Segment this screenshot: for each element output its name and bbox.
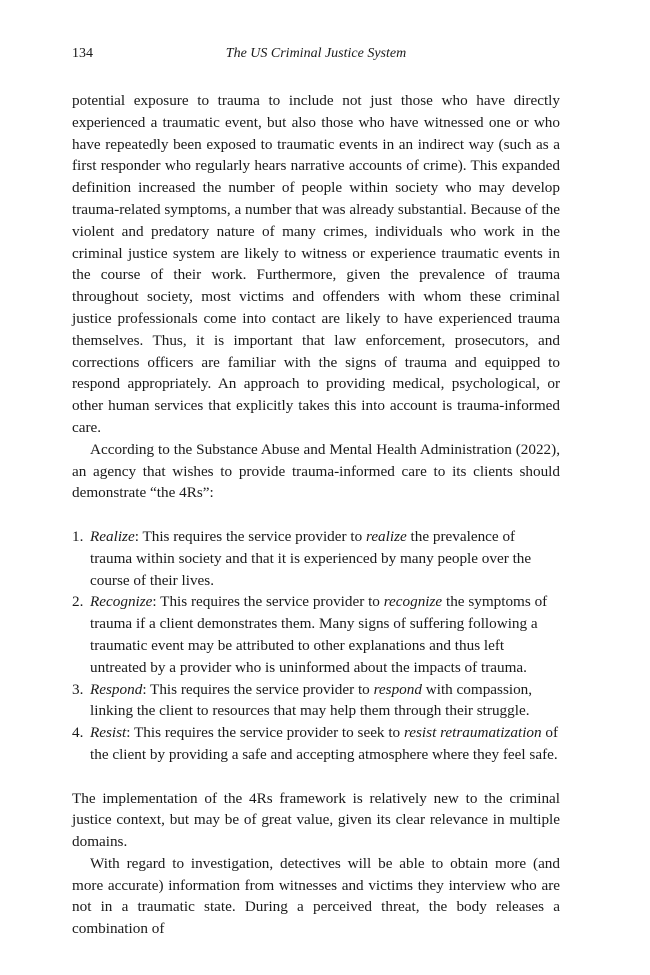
- list-text: of the client by providing a safe and accepting atmosphere where they feel safe.: [90, 724, 559, 763]
- paragraph-investigation: With regard to investigation, detectives will be able to obtain more (and more accurate) information from witnesses and victims they interview who are not in a traumatic state. During a perceived threat, the body releases a combination of: [72, 854, 560, 938]
- body-text: [72, 90, 560, 940]
- list-verb: respond: [373, 680, 422, 698]
- list-number: 1.: [72, 527, 84, 545]
- list-item-resist: [72, 722, 560, 766]
- list-term: Resist: [90, 724, 127, 742]
- list-item-respond: [72, 679, 560, 723]
- page-number: 134: [72, 46, 93, 61]
- list-verb: resist retraumatization: [403, 724, 542, 742]
- list-term: Respond: [90, 680, 143, 698]
- list-number: 4.: [72, 724, 84, 742]
- list-verb: recognize: [383, 593, 443, 611]
- list-text: : This requires the service provider to: [134, 527, 366, 545]
- four-rs-list: [72, 526, 560, 766]
- list-text: : This requires the service provider to: [152, 593, 384, 611]
- list-item-realize: [72, 526, 560, 591]
- list-text: : This requires the service provider to: [142, 680, 374, 698]
- paragraph-4rs-intro: According to the Substance Abuse and Mental Health Administration (2022), an agency that wishes to provide trauma-informed care to its clients should demonstrate “the 4Rs”:: [72, 440, 560, 502]
- paragraph-4rs-implementation: The implementation of the 4Rs framework is relatively new to the criminal justice context, but may be of great value, given its clear relevance in multiple domains.: [72, 789, 560, 851]
- list-verb: realize: [365, 527, 407, 545]
- paragraph-trauma-definition: potential exposure to trauma to include not just those who have directly experienced a traumatic event, but also those who have witnessed one or who have repeatedly been exposed to traumatic events in an indirect way (such as a first responder who regularly hears narrative accounts of crime). This expanded definition increased the number of people within society who may develop trauma-related symptoms, a number that was already substantial. Because of the violent and predatory nature of many crimes, individuals who work in the criminal justice system are likely to witness or experience traumatic events in the course of their work. Furthermore, given the prevalence of trauma throughout society, most victims and offenders with whom these criminal justice professionals come into contact are likely to have experienced trauma themselves. Thus, it is important that law enforcement, prosecutors, and corrections officers are familiar with the signs of trauma and equipped to respond appropriately. An approach to providing medical, psychological, or other human services that explicitly takes this into account is trauma-informed care.: [72, 92, 560, 436]
- list-term: Recognize: [90, 593, 153, 611]
- list-term: Realize: [90, 527, 135, 545]
- page-header: [72, 46, 560, 68]
- running-title: The US Criminal Justice System: [225, 46, 407, 61]
- list-number: 3.: [72, 680, 84, 698]
- list-text: the symptoms of trauma if a client demonstrates them. Many signs of suffering following a traumatic event may be attributed to other explanations and thus left untreated by a provider who is uninformed about the impacts of trauma.: [90, 593, 548, 676]
- list-text: the prevalence of trauma within society and that it is experienced by many people over the course of their lives.: [90, 527, 532, 589]
- list-text: : This requires the service provider to seek to: [126, 724, 404, 742]
- list-number: 2.: [72, 593, 84, 611]
- list-item-recognize: [72, 591, 560, 678]
- list-text: with compassion, linking the client to resources that may help them through their struggle.: [90, 680, 533, 720]
